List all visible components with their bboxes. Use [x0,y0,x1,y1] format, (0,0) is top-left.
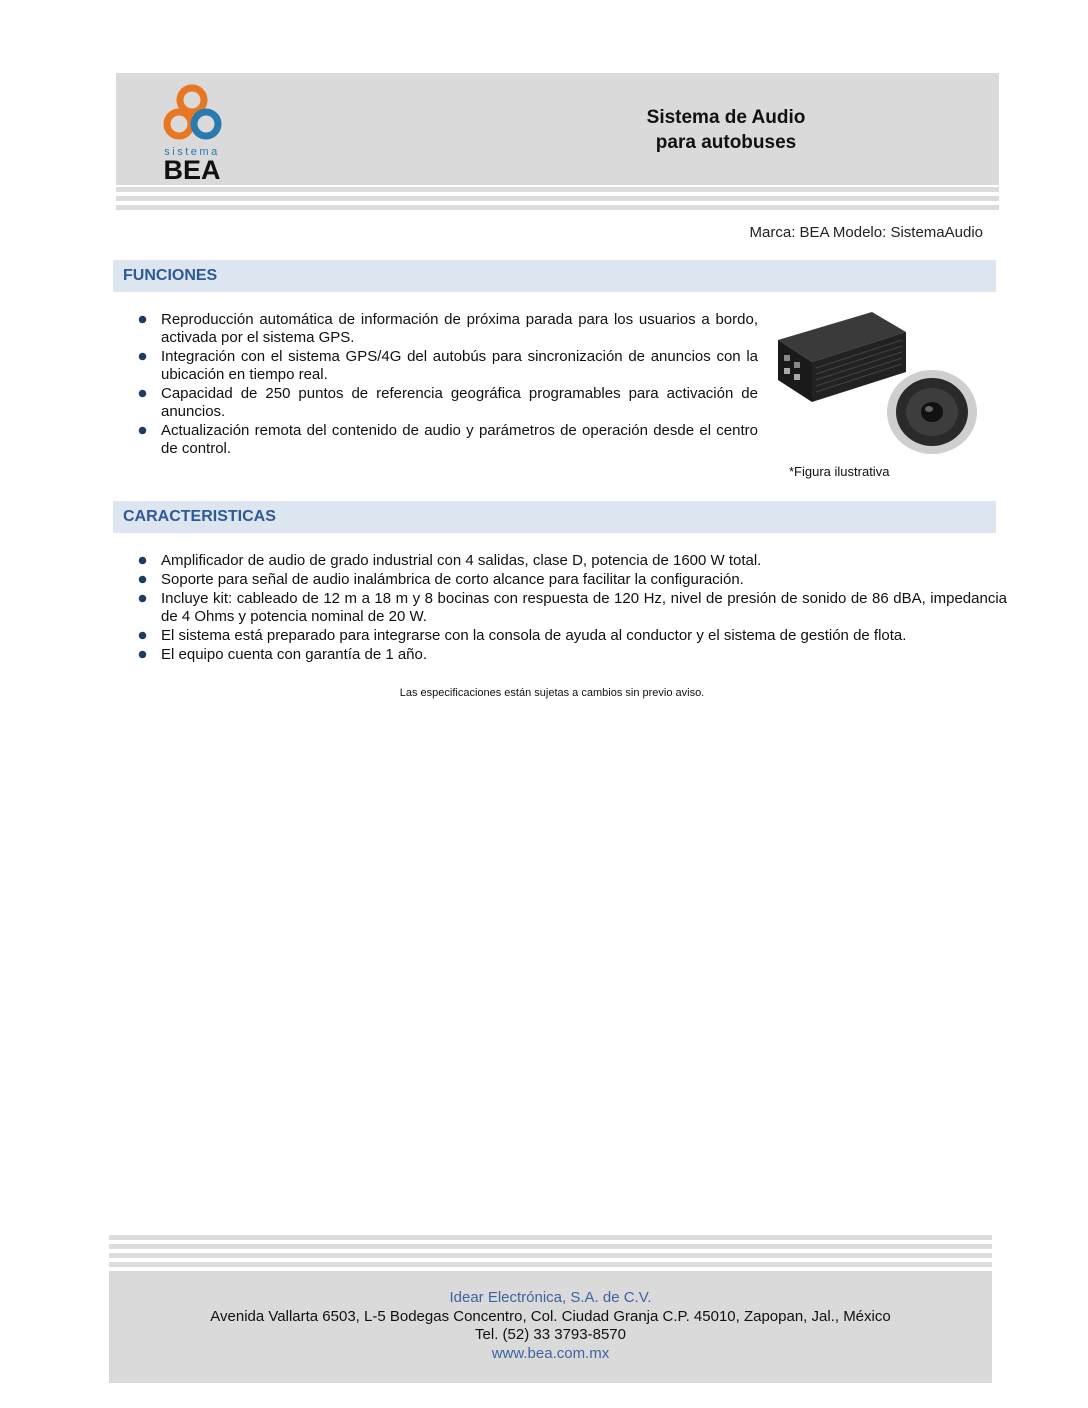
funciones-list [126,311,758,459]
bullet-icon [138,352,147,361]
footer-website-link[interactable]: www.bea.com.mx [491,1344,610,1362]
footer-phone: Tel. (52) 33 3793-8570 [475,1326,626,1343]
caracteristicas-heading: CARACTERISTICAS [123,508,276,525]
list-item: Capacidad de 250 puntos de referencia geográfica programables para activación de anuncios. [126,385,758,421]
bullet-icon [138,426,147,435]
header-stripes [116,187,999,214]
footer [109,1271,992,1383]
bullet-icon [138,594,147,603]
brand-model-line: Marca: BEA Modelo: SistemaAudio [749,224,983,241]
list-item: El equipo cuenta con garantía de 1 año. [126,646,1007,664]
disclaimer-text: Las especificaciones están sujetas a cambios sin previo aviso. [399,687,705,699]
logo-small-text: sistema [164,146,220,158]
list-item: Actualización remota del contenido de audio y parámetros de operación desde el centro de control. [126,422,758,458]
footer-stripes [109,1235,992,1271]
figure-caption: *Figura ilustrativa [789,464,890,479]
logo-big-text: BEA [163,155,221,179]
funciones-heading-bar [113,260,996,292]
footer-address: Avenida Vallarta 6503, L-5 Bodegas Concentro, Col. Ciudad Granja C.P. 45010, Zapopan, Jal., México [210,1307,891,1325]
list-item: El sistema está preparado para integrarse con la consola de ayuda al conductor y el sistema de gestión de flota. [126,627,1007,645]
bullet-icon [138,556,147,565]
caracteristicas-heading-bar [113,501,996,533]
title-line-2: para autobuses [655,132,797,153]
caracteristicas-list [126,552,1007,665]
bullet-icon [138,315,147,324]
list-item: Amplificador de audio de grado industrial con 4 salidas, clase D, potencia de 1600 W total. [126,552,1007,570]
footer-company: Idear Electrónica, S.A. de C.V. [449,1289,652,1306]
bea-logo [150,79,234,179]
list-item: Soporte para señal de audio inalámbrica de corto alcance para facilitar la configuración. [126,571,1007,589]
list-item: Reproducción automática de información de próxima parada para los usuarios a bordo, activada por el sistema GPS. [126,311,758,347]
amplifier-speaker-image [772,310,982,460]
bullet-icon [138,575,147,584]
title-line-1: Sistema de Audio [646,107,806,128]
bullet-icon [138,650,147,659]
list-item: Incluye kit: cableado de 12 m a 18 m y 8 bocinas con respuesta de 120 Hz, nivel de presión de sonido de 86 dBA, impedancia de 4 Ohms y potencia nominal de 20 W. [126,590,1007,626]
document-title [616,105,836,155]
bullet-icon [138,631,147,640]
header-banner [116,73,999,185]
bullet-icon [138,389,147,398]
funciones-heading: FUNCIONES [123,267,218,284]
list-item: Integración con el sistema GPS/4G del autobús para sincronización de anuncios con la ubicación en tiempo real. [126,348,758,384]
